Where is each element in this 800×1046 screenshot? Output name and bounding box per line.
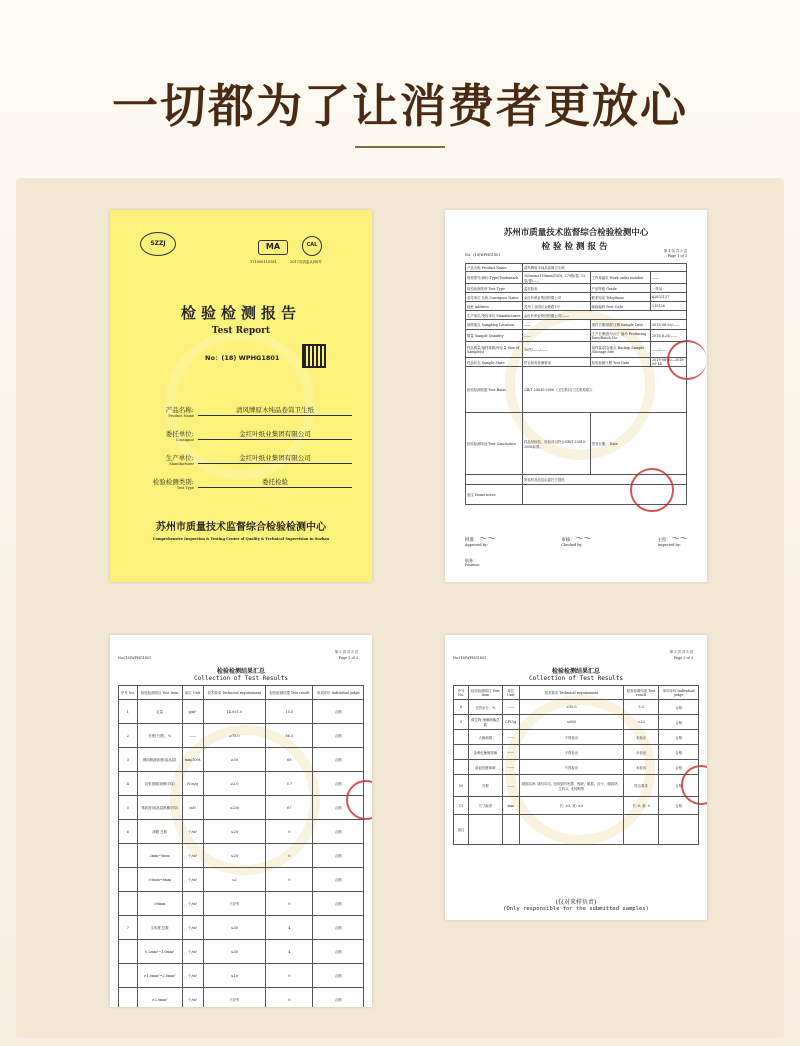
field-label: 产品名称: (165, 406, 194, 414)
table-cell (454, 730, 469, 745)
table-row (466, 413, 687, 475)
table-cell: 洞眼 总数 (137, 820, 182, 844)
signature: ～～ (574, 534, 591, 543)
table-row (466, 367, 687, 413)
table-cell: 5.7 (266, 772, 313, 796)
szzj-logo: SZZJ (140, 232, 176, 256)
footer-note: (仅对来样负责) (555, 899, 597, 906)
table-row (119, 748, 364, 772)
table-cell: 合格 (659, 745, 699, 760)
table-row (119, 844, 364, 868)
table-cell: 合格 (313, 940, 364, 964)
table-cell: 符合要求 (623, 775, 659, 797)
table-cell: —— (502, 730, 519, 745)
table-cell: >5mm~8mm (137, 868, 182, 892)
table-cell: 4 (266, 940, 313, 964)
table-cell: 未检出 (623, 745, 659, 760)
table-cell: 大肠菌群 (469, 730, 503, 745)
table-cell: mm/100s (182, 748, 203, 772)
table-cell: ≥75.0 (203, 724, 266, 748)
table-cell: 规格型号/商标 Type/Trademark (466, 272, 523, 284)
position-label-en: Position: (465, 563, 480, 567)
table-cell: —— (502, 760, 519, 775)
table-cell: 0 (266, 868, 313, 892)
table-cell: 2 (119, 724, 138, 748)
table-cell: 62832137 (650, 293, 686, 302)
table-cell: 6 (119, 820, 138, 844)
table-cell: 个/m² (182, 964, 203, 988)
summary-table (453, 685, 699, 845)
table-cell: 未检出 (623, 760, 659, 775)
table-cell: ≤600 (519, 715, 623, 730)
table-cell: 0.2mm²~1.0mm² (137, 940, 182, 964)
table-cell: 个/m² (182, 892, 203, 916)
column-header: 单位 Unit (182, 686, 203, 700)
table-cell: 86.3 (266, 724, 313, 748)
cover-title: 检验检测报告 (180, 304, 301, 322)
table-cell: 抽样日期/抽样日期 Sample Date (590, 320, 650, 330)
table-cell: 金红叶纸业集团有限公司 (522, 293, 590, 302)
table-cell: 67 (266, 796, 313, 820)
table-cell: 生产单位/受检单位 Manufacturer (466, 311, 523, 320)
table-row (466, 485, 687, 505)
cover-fields (132, 405, 352, 501)
table-cell (119, 868, 138, 892)
table-cell: 外观 (469, 775, 503, 797)
table-cell: 3 (119, 748, 138, 772)
table-cell (502, 815, 519, 845)
table-row (119, 940, 364, 964)
table-row (119, 772, 364, 796)
table-cell: —— (650, 272, 686, 284)
table-cell: 合格 (313, 892, 364, 916)
table-cell: —— (182, 724, 203, 748)
field-label-en: Product Name (168, 414, 194, 418)
table-row (454, 815, 699, 845)
table-cell: 0 (266, 844, 313, 868)
table-cell: 所检样品信息由委托方提供 (522, 475, 686, 485)
table-cell (119, 844, 138, 868)
field-label-group (132, 405, 194, 429)
field-value: 委托检验 (198, 477, 352, 488)
table-cell: 工作单编号 Work order number (590, 272, 650, 284)
table-cell: mN (182, 796, 203, 820)
table-cell: 委托单位 名称 Consignor Name (466, 293, 523, 302)
table-cell: 签发日期： Date (590, 413, 686, 475)
approved-label-en: Approved by: (465, 543, 488, 547)
table-row (466, 293, 687, 302)
table-cell: ——/—— (650, 342, 686, 358)
table-cell: <20 (623, 715, 659, 730)
table-row (466, 320, 687, 330)
table-cell: 合格 (313, 964, 364, 988)
table-cell: 检验检测日期 Test Date (590, 358, 650, 367)
table-cell: 合格 (313, 820, 364, 844)
summary-title-en: Collection of Test Results (194, 675, 288, 682)
table-cell: 个/m² (182, 868, 203, 892)
table-cell: 2mm~5mm (137, 844, 182, 868)
table-cell: 备注 Home notes (466, 485, 523, 505)
report-number: No：(18)WPHG1801 (465, 253, 501, 257)
summary-table (118, 685, 364, 1007)
table-cell: 合格 (313, 844, 364, 868)
table-cell: 清风牌原木纯品卷筒卫生纸 (522, 264, 686, 272)
table-cell: 0 (266, 988, 313, 1008)
table-cell: 地址 Address (466, 302, 523, 311)
table-row (466, 272, 687, 284)
table-cell: 微生物 细菌菌落总数 (469, 715, 503, 730)
cover-title-en: Test Report (211, 326, 271, 336)
table-row (454, 760, 699, 775)
table-row (454, 797, 699, 815)
table-cell: >2.0mm² (137, 988, 182, 1008)
cover-field-manufacturer (132, 453, 352, 477)
table-cell (119, 892, 138, 916)
table-cell (119, 964, 138, 988)
page-indicator: 第 1 页 共 3 页 (663, 249, 687, 253)
page-indicator: 第 3 页 共 3 页 (669, 650, 693, 654)
table-cell: 合格 (313, 700, 364, 724)
table-cell: ≤10.0 (519, 700, 623, 715)
table-cell: 合格 (659, 775, 699, 797)
table-cell: 0 (266, 892, 313, 916)
table-row (466, 311, 687, 320)
table-header-row (454, 686, 699, 700)
table-cell: 个/m² (182, 844, 203, 868)
cert-number-ma: 171000110181 (250, 260, 277, 264)
table-row (466, 284, 687, 293)
table-row (119, 700, 364, 724)
approved-label: 批准： (465, 538, 479, 543)
table-row (454, 715, 699, 730)
table-row (119, 892, 364, 916)
report-number: No：(18) WPHG1801 (205, 354, 280, 362)
checked-label-en: Checked by: (561, 543, 583, 547)
table-row (466, 475, 687, 485)
table-cell: 0 (266, 964, 313, 988)
report-issuer: 苏州市质量技术监督综合检验检测中心 (503, 228, 649, 238)
table-cell: 10 (454, 775, 469, 797)
table-cell: ≤10 (203, 964, 266, 988)
table-cell (659, 815, 699, 845)
table-cell: >8mm (137, 892, 182, 916)
table-cell: 合格 (313, 724, 364, 748)
page-indicator: 第 2 页 共 3 页 (334, 650, 358, 654)
table-cell: 合格 (313, 988, 364, 1008)
table-cell: 溶血性链球菌 (469, 760, 503, 775)
table-cell: 合格 (313, 772, 364, 796)
summary-title-en: Collection of Test Results (529, 675, 623, 682)
page-indicator-en: Page 3 of 3 (673, 656, 693, 660)
table-row (119, 988, 364, 1008)
table-cell: 合格 (313, 796, 364, 820)
signature-row (465, 533, 687, 548)
table-cell: —— (522, 330, 590, 342)
column-header: 检验检测项目 Test Item (469, 686, 503, 700)
table-cell: ≤30 (203, 940, 266, 964)
table-cell: 检验检测类别 Test Type (466, 284, 523, 293)
table-cell: —— (502, 745, 519, 760)
table-cell: 10件/——/—— (522, 342, 590, 358)
table-cell: 7 (119, 916, 138, 940)
report-page-3 (445, 635, 707, 920)
cal-logo: CAL (302, 236, 322, 256)
table-cell: 未检出 (623, 730, 659, 745)
table-cell (119, 940, 138, 964)
table-cell: 备注 (454, 815, 469, 845)
table-cell: 合格 (313, 748, 364, 772)
field-label-en: Test Type (176, 486, 194, 490)
table-cell: g/m² (182, 700, 203, 724)
table-cell: 1 (119, 700, 138, 724)
table-cell: 金红叶纸业集团有限公司/—— (522, 311, 686, 320)
table-cell: 2018-08-30—2018-09-14 (651, 358, 685, 366)
table-cell: CFU/g (502, 715, 519, 730)
field-label-en: Manufacturer (169, 462, 194, 466)
field-label-group (132, 429, 194, 453)
table-cell: 个/m² (182, 820, 203, 844)
column-header: 单位 Unit (502, 686, 519, 700)
field-value: 清风牌原木纯品卷筒卫生纸 (198, 405, 352, 416)
table-row (119, 820, 364, 844)
approved-by (465, 533, 495, 548)
table-cell: 长: 0, 宽: 0 (623, 797, 659, 815)
test-report-cover (110, 210, 372, 582)
table-cell: 邮政编码 Post Code (590, 302, 650, 311)
table-cell: 样品经检验，所检项目符合GB/T 20810-2006标准。 (522, 413, 590, 475)
issuer-name-en: Comprehensive Inspection & Testing Center of Quality & Technical Supervision in Suzhou (152, 537, 330, 541)
table-row (119, 964, 364, 988)
table-cell: 2018.8.25/—— (650, 330, 686, 342)
position-row (465, 558, 480, 568)
table-cell: 产品名称 Product Name (466, 264, 523, 272)
table-cell: 合格 (659, 797, 699, 815)
table-cell: 柔软度(成品层纵横平均) (137, 796, 182, 820)
table-cell: 215126 (650, 302, 686, 311)
table-cell: 不应有 (203, 988, 266, 1008)
table-cell: 8 (454, 700, 469, 715)
table-cell: 合格 (313, 916, 364, 940)
ma-logo: MA (258, 240, 288, 255)
table-cell (454, 760, 469, 775)
table-cell: 委托检验 (522, 284, 590, 293)
report-number: No:(18)WPHG1801 (453, 656, 487, 660)
table-row (466, 358, 687, 367)
cert-number-cal: 2017苏质监认(B)号 (290, 260, 322, 264)
footer-note-en: (Only responsible for the submitted samples) (503, 906, 649, 912)
report-page-1 (445, 210, 707, 582)
table-cell: 不得检出 (519, 760, 623, 775)
table-row (454, 745, 699, 760)
table-cell: 尺寸偏差 (469, 797, 503, 815)
table-cell: 4 (266, 916, 313, 940)
table-cell: 检验检测依据 Test Basis (466, 367, 523, 413)
table-cell: 产品等级 Grade (590, 284, 650, 293)
inspected-by (658, 533, 688, 548)
table-cell: —— (522, 320, 590, 330)
table-cell (119, 988, 138, 1008)
field-label: 检验检测类别: (152, 478, 194, 486)
table-cell: ≤2 (203, 868, 266, 892)
report-table (465, 263, 687, 505)
table-cell: 不得检出 (519, 730, 623, 745)
table-cell: 合格 (659, 760, 699, 775)
table-cell: 15.5 (266, 700, 313, 724)
table-cell (522, 485, 686, 505)
table-cell: 个/m² (182, 916, 203, 940)
table-cell: 0 (266, 820, 313, 844)
table-cell (469, 815, 503, 845)
report-title: 检验检测报告 (541, 242, 611, 252)
table-cell: 样品数量/抽样基数/库存量 Size of Sample(s) (466, 342, 523, 358)
table-row (119, 868, 364, 892)
column-header: 检验检测项目 Test Item (137, 686, 182, 700)
table-row (466, 342, 687, 358)
field-label-group (132, 477, 194, 501)
table-cell: 抽样地点 Sampling Location (466, 320, 523, 330)
cover-field-product (132, 405, 352, 429)
report-number: No:(18)WPHG1801 (118, 656, 152, 660)
table-cell: 2018-08-29/—— (650, 320, 686, 330)
table-row (454, 775, 699, 797)
signature: ～～ (671, 534, 687, 543)
table-cell: 数量 Sample Quantity (466, 330, 523, 342)
cover-field-test-type (132, 477, 352, 501)
table-cell: ≤250 (203, 796, 266, 820)
table-cell: N·m/g (182, 772, 203, 796)
table-cell: ≤20 (203, 844, 266, 868)
table-cell: 一等品 (650, 284, 686, 293)
table-cell: 14.0±1.0 (203, 700, 266, 724)
table-row (466, 302, 687, 311)
table-cell (454, 745, 469, 760)
column-header: 单项评价 Individual judge (313, 686, 364, 700)
column-header: 检验检测结果 Test result (623, 686, 659, 700)
column-header: 技术要求 Technical requirement (203, 686, 266, 700)
position-label: 职务： (465, 558, 477, 563)
column-header: 序号 No. (119, 686, 138, 700)
table-cell: ≤20 (203, 820, 266, 844)
cover-field-consignor (132, 429, 352, 453)
table-cell: 生产日期/批号/出厂编号 Producing Date/Batch No. (590, 330, 650, 342)
table-cell (519, 815, 623, 845)
checked-by (561, 533, 591, 548)
table-cell: 金黄色葡萄球菌 (469, 745, 503, 760)
column-header: 技术要求 Technical requirement (519, 686, 623, 700)
table-cell: 不得检出 (519, 745, 623, 760)
headline-divider (355, 146, 445, 148)
field-value: 金红叶纸业集团有限公司 (198, 453, 352, 464)
column-header: 序号 No. (454, 686, 469, 700)
table-cell: mm (502, 797, 519, 815)
table-cell: 样品状态 Sample State (466, 358, 523, 367)
table-cell: 9 (454, 715, 469, 730)
column-header: 单项评价 Individual judge (659, 686, 699, 700)
checked-label: 审核： (561, 538, 575, 543)
page-indicator-en: Page 1 of 3 (667, 254, 687, 258)
table-cell: GB/T 20810-2006《卫生纸(含卫生纸原纸)》 (522, 367, 686, 413)
table-cell: 68 (266, 748, 313, 772)
table-cell: 合格 (659, 730, 699, 745)
table-cell: 长: ±3, 宽: ±3 (519, 797, 623, 815)
headline: 一切都为了让消费者更放心 (112, 79, 688, 133)
report-page-2 (110, 635, 372, 1007)
table-cell: 个/m² (182, 940, 203, 964)
table-cell: 备样量/封存地点 Backup Sample /Storage Site (590, 342, 650, 358)
issuer-name: 苏州市质量技术监督综合检验检测中心 (156, 522, 326, 533)
field-label-en: Consignor (175, 438, 194, 442)
table-cell: —— (502, 775, 519, 797)
table-cell: 5.3 (623, 700, 659, 715)
table-cell: 合格 (313, 868, 364, 892)
table-cell: 合格 (659, 700, 699, 715)
table-cell: 个/m² (182, 988, 203, 1008)
table-cell: 联系电话 Telephone (590, 293, 650, 302)
table-row (119, 796, 364, 820)
table-cell: 4 (119, 772, 138, 796)
table-row (466, 330, 687, 342)
table-cell: ≥2.0 (203, 772, 266, 796)
field-label: 委托单位: (165, 430, 194, 438)
table-cell: 符合检验检测要求 (522, 358, 590, 367)
page-indicator-en: Page 2 of 3 (338, 656, 358, 660)
field-label-group (132, 453, 194, 477)
table-cell: —— (502, 700, 519, 715)
table-row (466, 264, 687, 272)
summary-title: 检验检测结果汇总 (551, 668, 600, 675)
table-cell (623, 815, 659, 845)
table-cell: 检验检测结论 Test Conclusion (466, 413, 523, 475)
summary-title: 检验检测结果汇总 (216, 668, 265, 675)
table-cell (466, 475, 523, 485)
inspected-label: 主检： (657, 538, 671, 543)
table-cell: 100mm×110mm(15D), 270格/卷, 12卷/提/—— (522, 272, 590, 284)
field-label: 生产单位: (165, 454, 194, 462)
table-cell: 11 (454, 797, 469, 815)
table-cell: 抗张指数(纵横平均) (137, 772, 182, 796)
table-cell: 横向吸液高度(成品层) (137, 748, 182, 772)
table-cell: >1.0mm²~2.0mm² (137, 964, 182, 988)
inspected-label-en: Inspected by: (657, 543, 681, 547)
table-row (454, 700, 699, 715)
table-cell: 尘埃度 总数 (137, 916, 182, 940)
table-cell: 苏州工业园区金胜路1号 (522, 302, 590, 311)
table-row (119, 724, 364, 748)
field-value: 金红叶纸业集团有限公司 (198, 429, 352, 440)
table-header-row (119, 686, 364, 700)
table-row (119, 916, 364, 940)
table-row (454, 730, 699, 745)
table-cell: ≥30 (203, 748, 266, 772)
qr-code (302, 344, 326, 368)
table-cell: 定量 (137, 700, 182, 724)
table-cell: 亮度(白度)，% (137, 724, 182, 748)
signature: ～～ (478, 534, 495, 543)
table-cell: 合格 (659, 715, 699, 730)
table-cell: 5 (119, 796, 138, 820)
table-cell: 不应有 (203, 892, 266, 916)
table-cell: ≤30 (203, 916, 266, 940)
table-cell: 交货水分，% (469, 700, 503, 715)
column-header: 检验检测结果 Test result (266, 686, 313, 700)
table-cell: 纸面洁净, 皱纹均匀, 无明显的死褶、残缺、破损、沙子、硬质块、生料头, 无掉粉等 (519, 775, 623, 797)
